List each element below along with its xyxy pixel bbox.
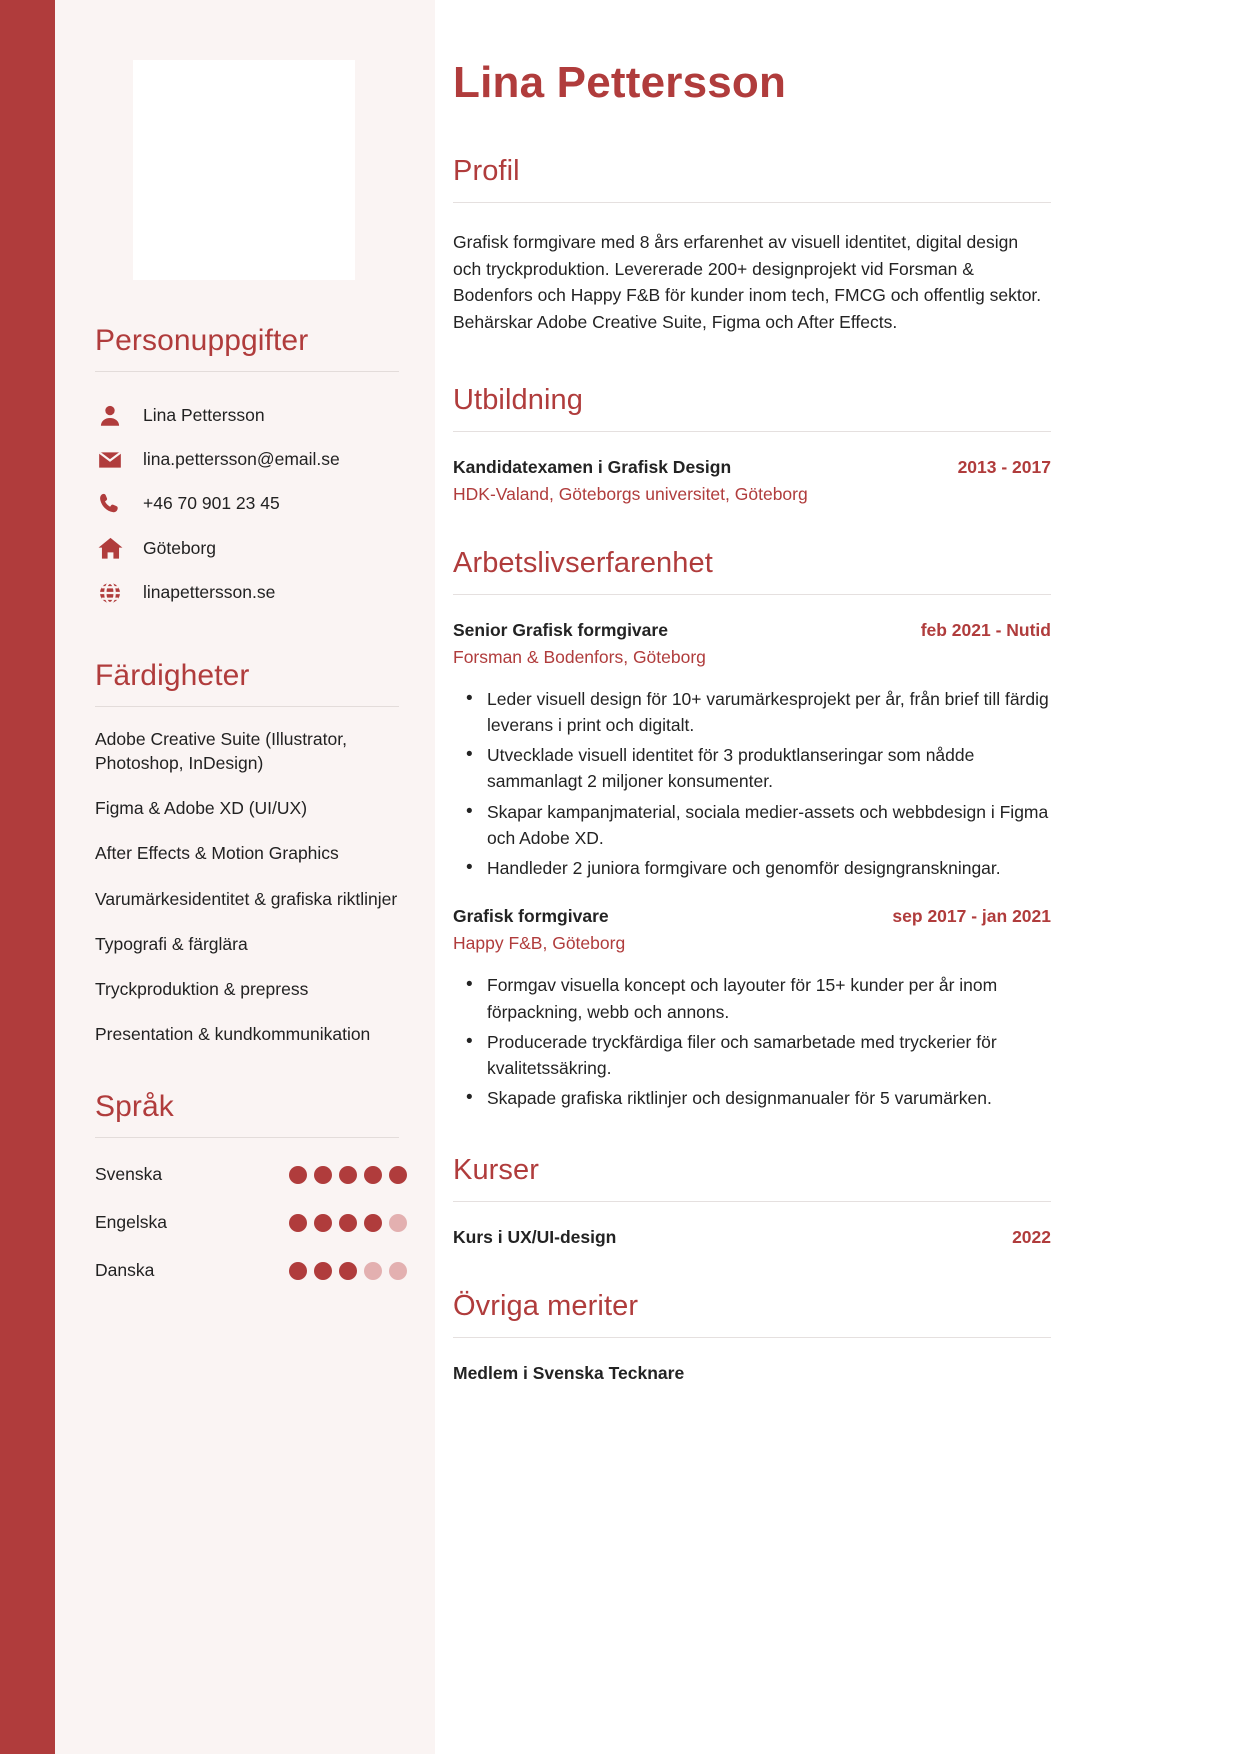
divider [95,371,399,372]
divider [453,594,1051,595]
entry-subtitle: Happy F&B, Göteborg [453,933,626,954]
language-row [75,1260,419,1281]
sidebar-heading-languages: Språk [95,1090,174,1124]
language-name: Svenska [95,1164,163,1185]
skill-item: After Effects & Motion Graphics [95,843,339,864]
contact-value: +46 70 901 23 45 [143,493,280,514]
entry-header [453,1227,1051,1248]
rating-dot-empty [389,1214,407,1232]
entry-title: Kurs i UX/UI-design [453,1226,617,1247]
skill-item: Tryckproduktion & prepress [95,978,309,999]
entry-bullets [453,972,1051,1111]
entry-header [453,620,1051,641]
experience-entry [453,620,1051,882]
profile-photo-placeholder [133,60,355,280]
other-merit-entry [453,1363,1051,1384]
skill-list [75,727,419,1046]
skill-item: Varumärkesidentitet & grafiska riktlinjer [95,888,398,909]
rating-dot-filled [289,1166,307,1184]
bullet-item: • Formgav visuella koncept och layouter för 15+ kunder per år inom förpackning, webb och annons. [453,972,1051,1025]
entry-title: Medlem i Svenska Tecknare [453,1362,685,1383]
home-icon [95,535,125,562]
rating-dot-filled [314,1214,332,1232]
contact-value: lina.pettersson@email.se [143,449,340,470]
language-rating [289,1166,407,1184]
contact-row-location [75,526,419,571]
bullet-item: • Leder visuell design för 10+ varumärkesprojekt per år, från brief till färdig leverans i print och digitalt. [453,686,1051,739]
skill-item: Adobe Creative Suite (Illustrator, Photoshop, InDesign) [95,729,347,774]
entry-date: 2013 - 2017 [957,456,1051,477]
language-row [75,1212,419,1233]
skill-item: Typografi & färglära [95,933,248,954]
bullet-item: • Skapade grafiska riktlinjer och designmanualer för 5 varumärken. [453,1085,1051,1111]
entry-header [453,906,1051,927]
main-content [435,0,1241,1754]
rating-dot-empty [389,1262,407,1280]
profile-text: Grafisk formgivare med 8 års erfarenhet av visuell identitet, digital design och tryckproduktion. Levererade 200+ designprojekt vid Forsman & Bodenfors och Happy F&B för kunder inom tech, FMCG och offentlig sektor. Behärskar Adobe Creative Suite, Figma och After Effects. [453,232,1042,333]
rating-dot-empty [364,1262,382,1280]
course-entry [453,1227,1051,1248]
rating-dot-filled [339,1262,357,1280]
language-rating [289,1262,407,1280]
globe-icon [95,580,125,606]
entry-bullets [453,686,1051,882]
experience-entry [453,906,1051,1111]
section-heading-education: Utbildning [453,383,583,416]
entry-date: 2022 [1012,1226,1051,1247]
rating-dot-filled [289,1214,307,1232]
contact-row-name [75,394,419,438]
divider [95,706,399,707]
rating-dot-filled [314,1262,332,1280]
skill-item: Presentation & kundkommunikation [95,1023,371,1044]
section-heading-profile: Profil [453,155,520,188]
contact-value: linapettersson.se [143,582,276,603]
entry-title: Grafisk formgivare [453,906,609,927]
contact-list [75,394,419,615]
divider [453,202,1051,203]
divider [95,1137,399,1138]
divider [453,1337,1051,1338]
section-heading-other: Övriga meriter [453,1289,639,1322]
bullet-item: • Producerade tryckfärdiga filer och samarbetade med tryckerier för kvalitetssäkring. [453,1029,1051,1082]
entry-title: Senior Grafisk formgivare [453,619,668,640]
contact-row-website[interactable] [75,571,419,615]
skill-item: Figma & Adobe XD (UI/UX) [95,798,308,819]
phone-icon [95,491,125,517]
bullet-item: • Utvecklade visuell identitet för 3 produktlanseringar som nådde sammanlagt 2 miljoner konsumenter. [453,742,1051,795]
rating-dot-filled [289,1262,307,1280]
bullet-item: • Skapar kampanjmaterial, sociala medier-assets och webbdesign i Figma och Adobe XD. [453,799,1051,852]
rating-dot-filled [339,1214,357,1232]
education-entry [453,457,1051,505]
page-title: Lina Pettersson [453,58,787,107]
language-rating [289,1214,407,1232]
language-name: Danska [95,1260,155,1281]
rating-dot-filled [364,1166,382,1184]
contact-value: Göteborg [143,537,216,558]
language-row [75,1164,419,1185]
rating-dot-filled [389,1166,407,1184]
envelope-icon [95,447,125,473]
sidebar-heading-personal: Personuppgifter [95,324,309,357]
accent-bar [0,0,55,1754]
entry-title: Kandidatexamen i Grafisk Design [453,456,732,477]
rating-dot-filled [364,1214,382,1232]
section-heading-experience: Arbetslivserfarenhet [453,546,713,579]
contact-row-phone[interactable] [75,482,419,526]
rating-dot-filled [314,1166,332,1184]
person-icon [95,403,125,429]
contact-value: Lina Pettersson [143,405,265,426]
entry-header [453,1363,1051,1384]
entry-subtitle: Forsman & Bodenfors, Göteborg [453,646,706,667]
sidebar-heading-skills: Färdigheter [95,659,250,692]
language-list [75,1164,419,1281]
entry-subtitle: HDK-Valand, Göteborgs universitet, Göteborg [453,483,808,504]
divider [453,431,1051,432]
section-heading-courses: Kurser [453,1153,540,1186]
entry-header [453,457,1051,478]
sidebar [55,0,435,1754]
divider [453,1201,1051,1202]
language-name: Engelska [95,1212,167,1233]
contact-row-email[interactable] [75,438,419,482]
entry-date: feb 2021 - Nutid [920,619,1051,640]
bullet-item: • Handleder 2 juniora formgivare och genomför designgranskningar. [453,855,1051,881]
entry-date: sep 2017 - jan 2021 [892,906,1051,927]
rating-dot-filled [339,1166,357,1184]
